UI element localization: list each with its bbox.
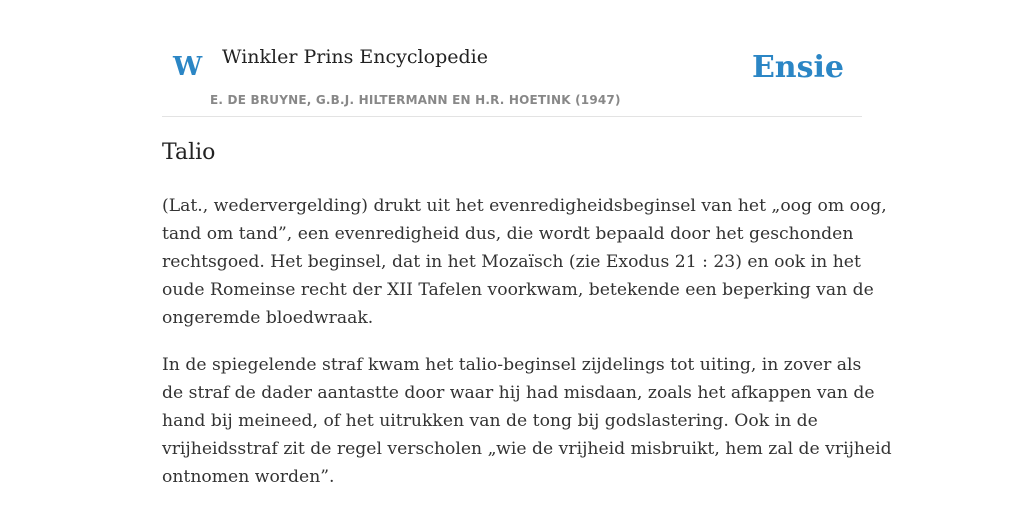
book-title[interactable]: Winkler Prins Encyclopedie <box>222 46 488 68</box>
text-line: ongeremde bloedwraak. <box>162 308 374 328</box>
text-line: tand om tand”, een evenredigheid dus, die wordt bepaald door het geschonden <box>162 224 854 244</box>
text-line: oude Romeinse recht der XII Tafelen voorkwam, betekende een beperking van de <box>162 280 874 300</box>
text-line: de straf de dader aantastte door waar hij had misdaan, zoals het afkappen van de <box>162 383 875 403</box>
book-logo[interactable]: W <box>173 52 203 82</box>
header <box>162 30 862 117</box>
text-line: rechtsgoed. Het beginsel, dat in het Mozaïsch (zie Exodus 21 : 23) en ook in het <box>162 252 861 272</box>
text-line: hand bij meineed, of het uitrukken van de tong bij godslastering. Ook in de <box>162 411 818 431</box>
article-body <box>162 192 892 510</box>
article-paragraph <box>162 192 887 332</box>
text-line: vrijheidsstraf zit de regel verscholen „wie de vrijheid misbruikt, hem zal de vrijheid <box>162 439 892 459</box>
brand-logo[interactable]: Ensie <box>751 50 844 85</box>
text-line: ontnomen worden”. <box>162 467 335 487</box>
article-title: Talio <box>162 140 216 165</box>
text-line: (Lat., wedervergelding) drukt uit het evenredigheidsbeginsel van het „oog om oog, <box>162 196 887 216</box>
book-authors: E. DE BRUYNE, G.B.J. HILTERMANN EN H.R. HOETINK (1947) <box>210 93 621 107</box>
article-paragraph <box>162 351 892 491</box>
text-line: In de spiegelende straf kwam het talio-beginsel zijdelings tot uiting, in zover als <box>162 355 862 375</box>
